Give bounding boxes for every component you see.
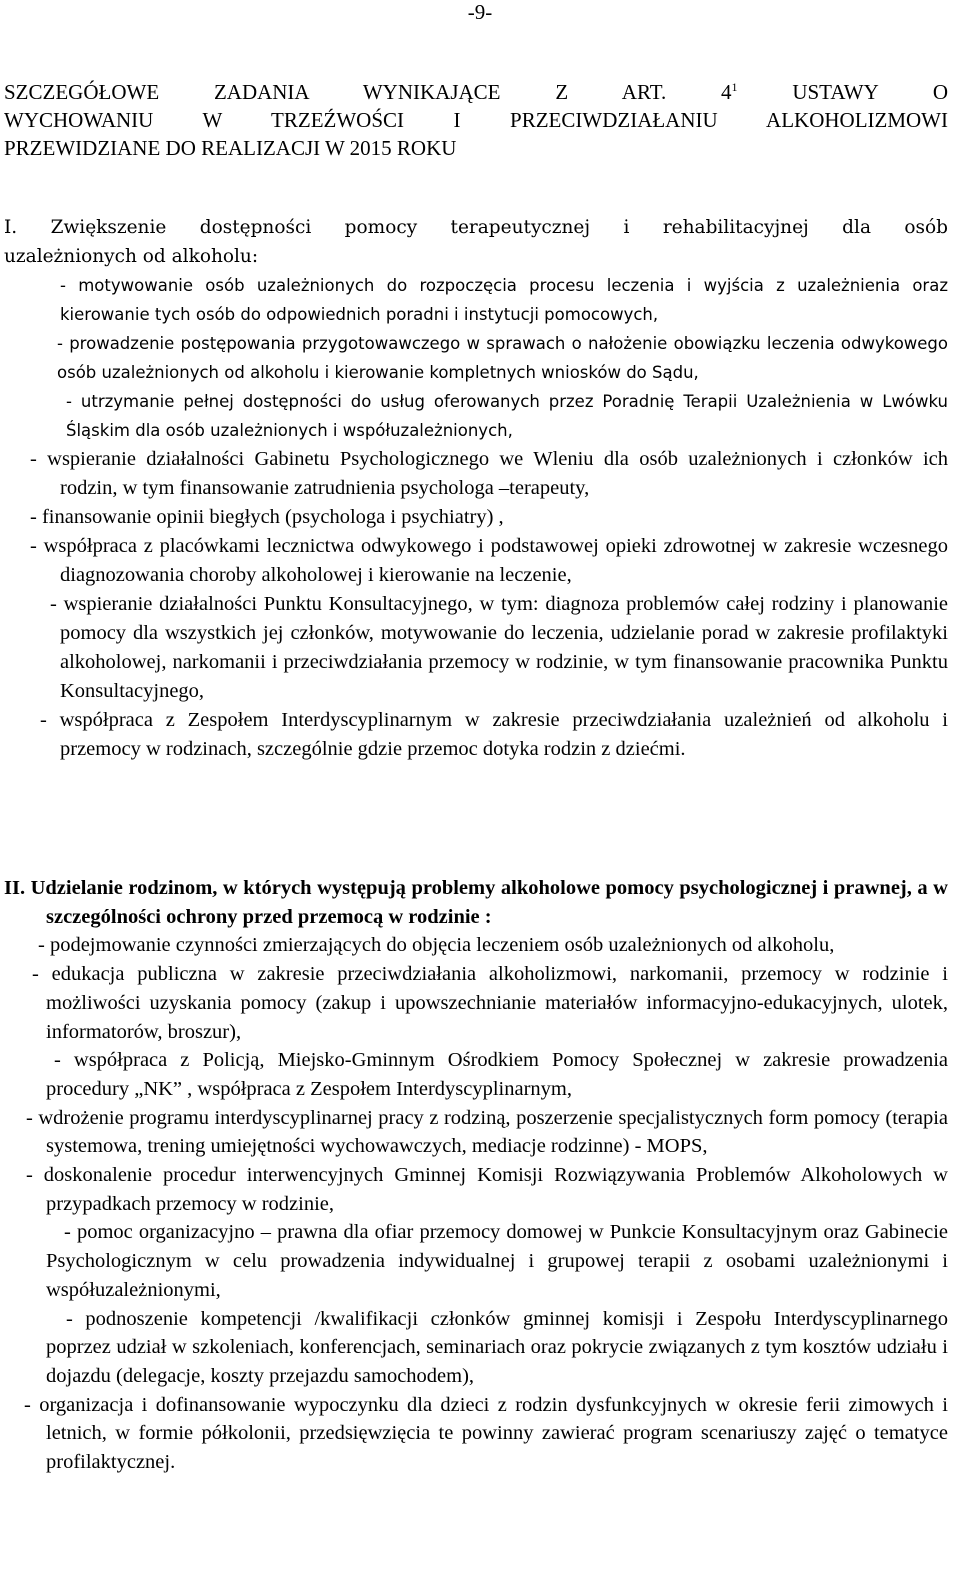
document-title-line-2: WYCHOWANIU W TRZEŹWOŚCI I PRZECIWDZIAŁANIU ALKOHOLIZMOWI: [4, 108, 948, 132]
title-line-1-text: SZCZEGÓŁOWE ZADANIA WYNIKAJĄCE Z ART. 4: [4, 80, 732, 104]
section-1-heading-line-2: uzależnionych od alkoholu:: [4, 246, 259, 267]
section-1-heading: [4, 213, 948, 271]
title-line-1-end: USTAWY O: [737, 80, 948, 104]
document-title-line-3: PRZEWIDZIANE DO REALIZACJI W 2015 ROKU: [4, 136, 457, 160]
section-2-item-6: - pomoc organizacyjno – prawna dla ofiar przemocy domowej w Punkcie Konsultacyjnym oraz Gabinecie Psychologicznym w celu prowadzenia indywidualnej i grupowej terapii z osobami uzależnionymi i współuzależnionymi,: [46, 1221, 948, 1301]
section-1-item-4: - wspieranie działalności Gabinetu Psychologicznego we Wleniu dla osób uzależnionych i członków ich rodzin, w tym finansowanie zatrudnienia psychologa –terapeuty,: [30, 448, 948, 499]
section-1-item-6: - współpraca z placówkami lecznictwa odwykowego i podstawowej opieki zdrowotnej w zakresie wczesnego diagnozowania choroby alkoholowej i kierowanie na leczenie,: [30, 535, 948, 586]
section-1-item-7: - wspieranie działalności Punktu Konsultacyjnego, w tym: diagnoza problemów całej rodziny i planowanie pomocy dla wszystkich jej członków, motywowanie do leczenia, udzielanie porad w zakresie profilaktyki alkoholowej, narkomanii i przeciwdziałania przemocy w rodzinie, w tym finansowanie pracownika Punktu Konsultacyjnego,: [50, 593, 948, 702]
section-1: [4, 213, 948, 764]
section-1-item-1: - motywowanie osób uzależnionych do rozpoczęcia procesu leczenia i wyjścia z uzależnienia oraz kierowanie tych osób do odpowiednich poradni i instytucji pomocowych,: [60, 276, 948, 324]
section-1-item-5: - finansowanie opinii biegłych (psychologa i psychiatry) ,: [30, 506, 504, 528]
section-2-item-1: - podejmowanie czynności zmierzających do objęcia leczeniem osób uzależnionych od alkoholu,: [38, 934, 835, 957]
section-2-heading: II. Udzielanie rodzinom, w których występują problemy alkoholowe pomocy psychologicznej i prawnej, a w szczególności ochrony przed przemocą w rodzinie :: [4, 877, 948, 928]
section-2-item-7: - podnoszenie kompetencji /kwalifikacji członków gminnej komisji i Zespołu Interdyscyplinarnego poprzez udział w szkoleniach, konferencjach, seminariach oraz pokrycie związanych z tym kosztów udziału i dojazdu (delegacje, koszty przejazdu samochodem),: [46, 1307, 948, 1387]
section-2-item-2: - edukacja publiczna w zakresie przeciwdziałania alkoholizmowi, narkomanii, przemocy w rodzinie i możliwości uzyskania pomocy (zakup i upowszechnianie materiałów informacyjno-edukacyjnych, ulotek, informatorów, broszur),: [32, 963, 948, 1043]
section-1-item-3: - utrzymanie pełnej dostępności do usług oferowanych przez Poradnię Terapii Uzależnienia w Lwówku Śląskim dla osób uzależnionych i współuzależnionych,: [66, 392, 948, 440]
section-1-item-8: - współpraca z Zespołem Interdyscyplinarnym w zakresie przeciwdziałania uzależnień od alkoholu i przemocy w rodzinach, szczególnie gdzie przemoc dotyka rodzin z dziećmi.: [40, 709, 948, 760]
page-number: -9-: [467, 0, 493, 24]
section-2-item-8: - organizacja i dofinansowanie wypoczynku dla dzieci z rodzin dysfunkcyjnych w okresie ferii zimowych i letnich, w formie półkolonii, przedsięwzięcia te powinny zawierać program scenariuszy zajęć o tematyce profilaktycznej.: [24, 1393, 948, 1474]
section-2: [4, 874, 948, 1477]
superscript-1: 1: [731, 80, 738, 94]
document-title-line-1: [4, 78, 948, 106]
section-1-item-2: - prowadzenie postępowania przygotowawczego w sprawach o nałożenie obowiązku leczenia odwykowego osób uzależnionych od alkoholu i kierowanie kompletnych wniosków do Sądu,: [57, 334, 948, 382]
section-2-item-3: - współpraca z Policją, Miejsko-Gminnym Ośrodkiem Pomocy Społecznej w zakresie prowadzenia procedury „NK” , współpraca z Zespołem Interdyscyplinarnym,: [46, 1049, 948, 1100]
section-1-heading-line-1: I. Zwiększenie dostępności pomocy terapeutycznej i rehabilitacyjnej dla osób: [4, 217, 948, 238]
section-2-item-4: - wdrożenie programu interdyscyplinarnej pracy z rodziną, poszerzenie specjalistycznych form pomocy (terapia systemowa, trening umiejętności wychowawczych, mediacje rodzinne) - MOPS,: [26, 1106, 948, 1158]
section-2-item-5: - doskonalenie procedur interwencyjnych Gminnej Komisji Rozwiązywania Problemów Alkoholowych w przypadkach przemocy w rodzinie,: [26, 1164, 948, 1215]
